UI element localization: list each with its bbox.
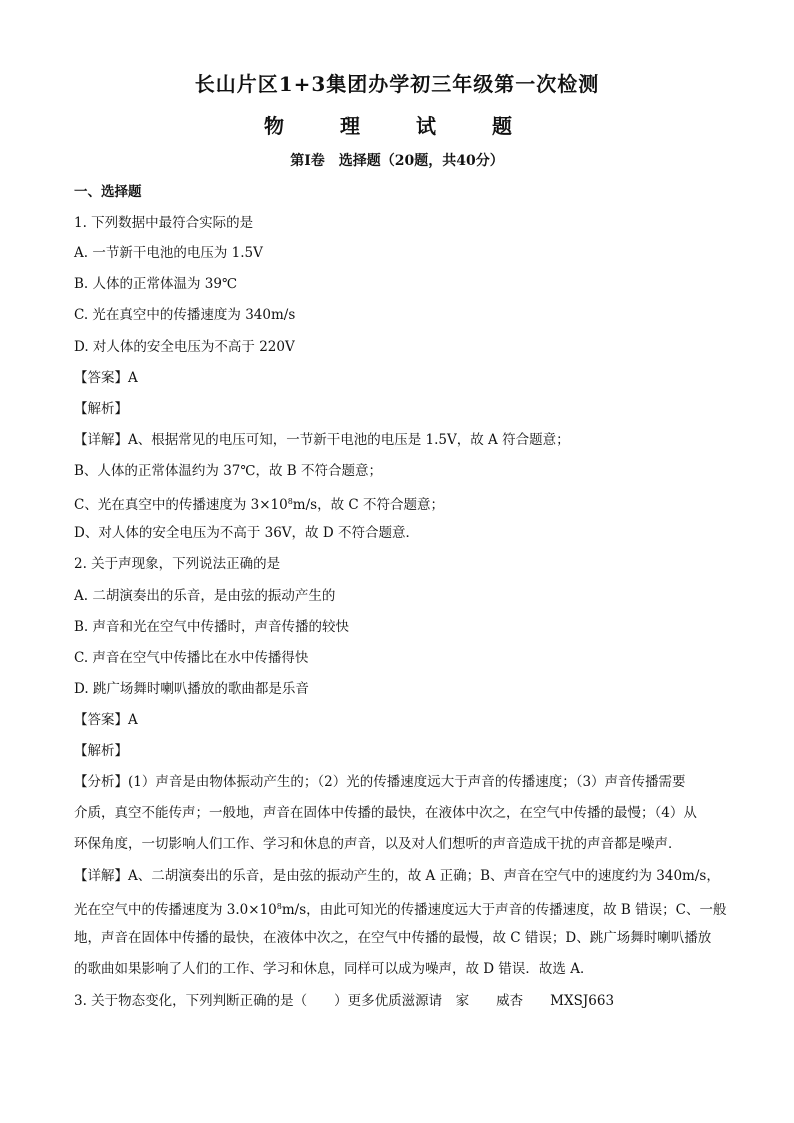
q2-answer: 【答案】A [74,712,138,728]
subject-title: 物 理 试 题 [264,114,530,138]
part-heading: 一、选择题 [74,184,142,200]
q2-stem: 2. 关于声现象，下列说法正确的是 [74,556,281,572]
q2-option-d: D. 跳广场舞时喇叭播放的歌曲都是乐音 [74,681,309,697]
q2-fenxi-1: 【分析】(1）声音是由物体振动产生的；（2）光的传播速度远大于声音的传播速度；（3）声音传播需要 [74,774,686,790]
q2-fenxi-2: 介质，真空不能传声；一般地，声音在固体中传播的最快，在液体中次之，在空气中传播的最慢；（4）从 [74,805,697,821]
q1-analysis-label: 【解析】 [74,401,128,417]
q2-analysis-label: 【解析】 [74,743,128,759]
q2-xiangjie-1: 【详解】A、二胡演奏出的乐音，是由弦的振动产生的，故 A 正确；B、声音在空气中的速度约为 340m/s， [74,868,720,884]
q2-option-c: C. 声音在空气中传播比在水中传播得快 [74,650,309,666]
section-title: 第I卷 选择题（20题，共40分） [290,153,504,169]
q1-option-c: C. 光在真空中的传播速度为 340m/s [74,307,296,323]
q2-option-b: B. 声音和光在空气中传播时，声音传播的较快 [74,619,350,635]
q1-stem: 1. 下列数据中最符合实际的是 [74,215,254,231]
q1-detail-1: 【详解】A、根据常见的电压可知，一节新干电池的电压是 1.5V，故 A 符合题意； [74,432,570,448]
exam-title: 长山片区1+3集团办学初三年级第一次检测 [194,72,600,96]
q2-xiangjie-4: 的歌曲如果影响了人们的工作、学习和休息，同样可以成为噪声，故 D 错误．故选 A． [74,961,594,977]
q2-xiangjie-3: 地，声音在固体中传播的最快，在液体中次之，在空气中传播的最慢，故 C 错误；D、跳广场舞时喇叭播放 [74,930,712,946]
q2-xiangjie-2: 光在空气中的传播速度为 $3.0\times 10^8m/s$，由此可知光的传播速度远大于声音的传播速度，故 B 错误；C、一般 [74,902,727,918]
q1-option-b: B. 人体的正常体温为 39℃ [74,276,238,292]
q1-detail-4: D、对人体的安全电压为不高于 36V，故 D 不符合题意． [74,525,419,541]
q2-option-a: A. 二胡演奏出的乐音，是由弦的振动产生的 [74,588,336,604]
q3-stem: 3. 关于物态变化，下列判断正确的是（ ）更多优质滋源请 家 威杏 MXSJ663 [74,993,615,1009]
q1-option-a: A. 一节新干电池的电压为 1.5V [74,245,263,261]
q1-answer: 【答案】A [74,370,138,386]
q1-option-d: D. 对人体的安全电压为不高于 220V [74,339,295,355]
q1-detail-3: C、光在真空中的传播速度为 $3\times 10^8m/s$，故 C 不符合题意； [74,497,444,513]
q1-detail-2: B、人体的正常体温约为 37℃，故 B 不符合题意； [74,463,382,479]
q2-fenxi-3: 环保角度，一切影响人们工作、学习和休息的声音，以及对人们想听的声音造成干扰的声音都是噪声． [74,836,682,852]
